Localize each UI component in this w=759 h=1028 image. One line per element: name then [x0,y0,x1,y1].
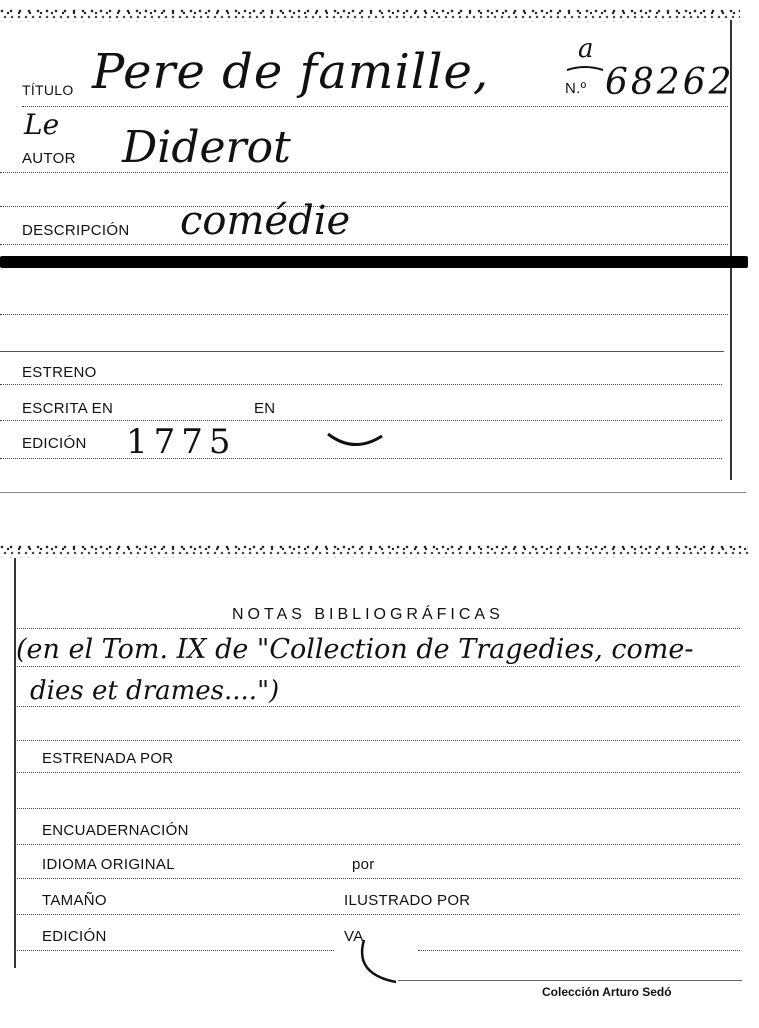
autor-label: AUTOR [22,150,76,167]
blank-rule-4 [14,740,740,741]
edicion-rule [0,458,722,459]
card-bottom-edge [398,980,742,981]
card-bottom-left-border [14,558,16,968]
card-bottom-torn-edge [0,544,748,558]
estreno-label: ESTRENO [22,364,97,381]
escrita-rule [0,420,722,421]
blank-rule-1 [0,206,728,207]
tamano-label: TAMAÑO [42,892,107,909]
estrenada-por-label: ESTRENADA POR [42,750,174,767]
encuadernacion-rule [14,844,740,845]
blank-rule-2 [0,314,728,315]
encuadernacion-label: ENCUADERNACIÓN [42,822,189,839]
edicion-handwritten: 1775 [126,422,237,462]
edicion-bottom-rule-right [418,950,740,951]
notas-line1-rule [14,666,740,667]
punch-arc-bottom [356,938,406,986]
por-label: por [352,856,375,873]
punch-arc-top [326,430,386,454]
notas-rule [14,628,740,629]
estrenada-rule [14,772,740,773]
heavy-divider [0,256,748,268]
notas-handwritten-line1: (en el Tom. IX de "Collection de Tragedies, come- [16,634,694,665]
numero-label: N.º [565,80,587,97]
descripcion-rule [0,244,728,245]
titulo-label: TÍTULO [22,82,74,98]
autor-handwritten: Diderot [122,122,291,173]
descripcion-label: DESCRIPCIÓN [22,222,130,239]
descripcion-handwritten: comédie [180,198,351,244]
edicion-label: EDICIÓN [22,435,87,452]
idioma-original-label: IDIOMA ORIGINAL [42,856,175,873]
ilustrado-por-label: ILUSTRADO POR [344,892,471,909]
notas-handwritten-line2: dies et drames....") [30,676,280,706]
edicion-bottom-rule-left [14,950,334,951]
autor-rule [0,172,728,173]
va-label: VA [344,928,364,945]
numero-overline [565,64,605,74]
blank-rule-3 [0,351,724,352]
collection-footer: Colección Arturo Sedó [542,985,672,999]
idioma-rule [14,878,740,879]
tamano-rule [14,914,740,915]
card-top-bottom-edge [0,492,746,493]
en-label: EN [254,400,276,417]
blank-rule-5 [14,808,740,809]
numero-handwritten: 68262 [605,62,735,103]
numero-superscript: a [578,34,594,64]
escrita-en-label: ESCRITA EN [22,400,114,417]
titulo-handwritten: Pere de famille, [92,44,490,100]
notas-line2-rule [14,706,740,707]
edicion-bottom-label: EDICIÓN [42,928,107,945]
estreno-rule [0,384,722,385]
titulo-rule [22,106,728,107]
notas-title: NOTAS BIBLIOGRÁFICAS [232,606,504,623]
article-handwritten: Le [24,108,60,141]
card-top-torn-edge [0,8,740,22]
